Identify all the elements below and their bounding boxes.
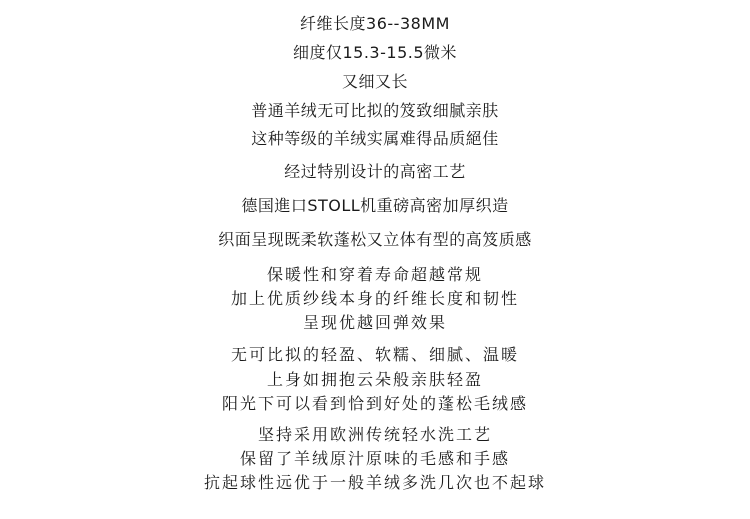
text-line-special-process: 经过特别设计的高密工艺 (284, 162, 466, 181)
text-line-warmth: 保暖性和穿着寿命超越常规 (266, 265, 483, 284)
text-line-sunlight-fluff: 阳光下可以看到恰到好处的蓬松毛绒感 (221, 394, 528, 413)
text-line-cloud-embrace: 上身如拥抱云朵般亲肤轻盈 (266, 370, 483, 389)
text-line-lightness: 无可比拟的轻盈、软糯、细腻、温暖 (230, 345, 519, 364)
text-line-quality-grade: 这种等级的羊绒实属难得品质絕佳 (251, 129, 499, 148)
text-line-anti-pilling: 抗起球性远优于一般羊绒多洗几次也不起球 (203, 473, 546, 492)
text-line-fabric-surface: 织面呈现既柔软蓬松又立体有型的高笈质感 (218, 230, 532, 249)
text-line-water-wash: 坚持采用欧洲传统轻水洗工艺 (257, 425, 492, 444)
text-line-stoll-machine: 德国進口STOLL机重磅高密加厚织造 (241, 196, 509, 215)
text-line-fine-and-long: 又细又长 (341, 72, 408, 91)
text-line-yarn-quality: 加上优质纱线本身的纤维长度和韧性 (230, 289, 519, 308)
text-line-soft-touch: 普通羊绒无可比拟的笈致细腻亲肤 (251, 101, 499, 120)
text-line-rebound: 呈现优越回弹效果 (302, 313, 447, 332)
text-line-original-feel: 保留了羊绒原汁原味的毛感和手感 (239, 449, 510, 468)
text-line-fiber-length: 纤维长度36--38MM (300, 14, 450, 33)
text-line-fineness: 细度仅15.3-15.5微米 (292, 43, 458, 62)
